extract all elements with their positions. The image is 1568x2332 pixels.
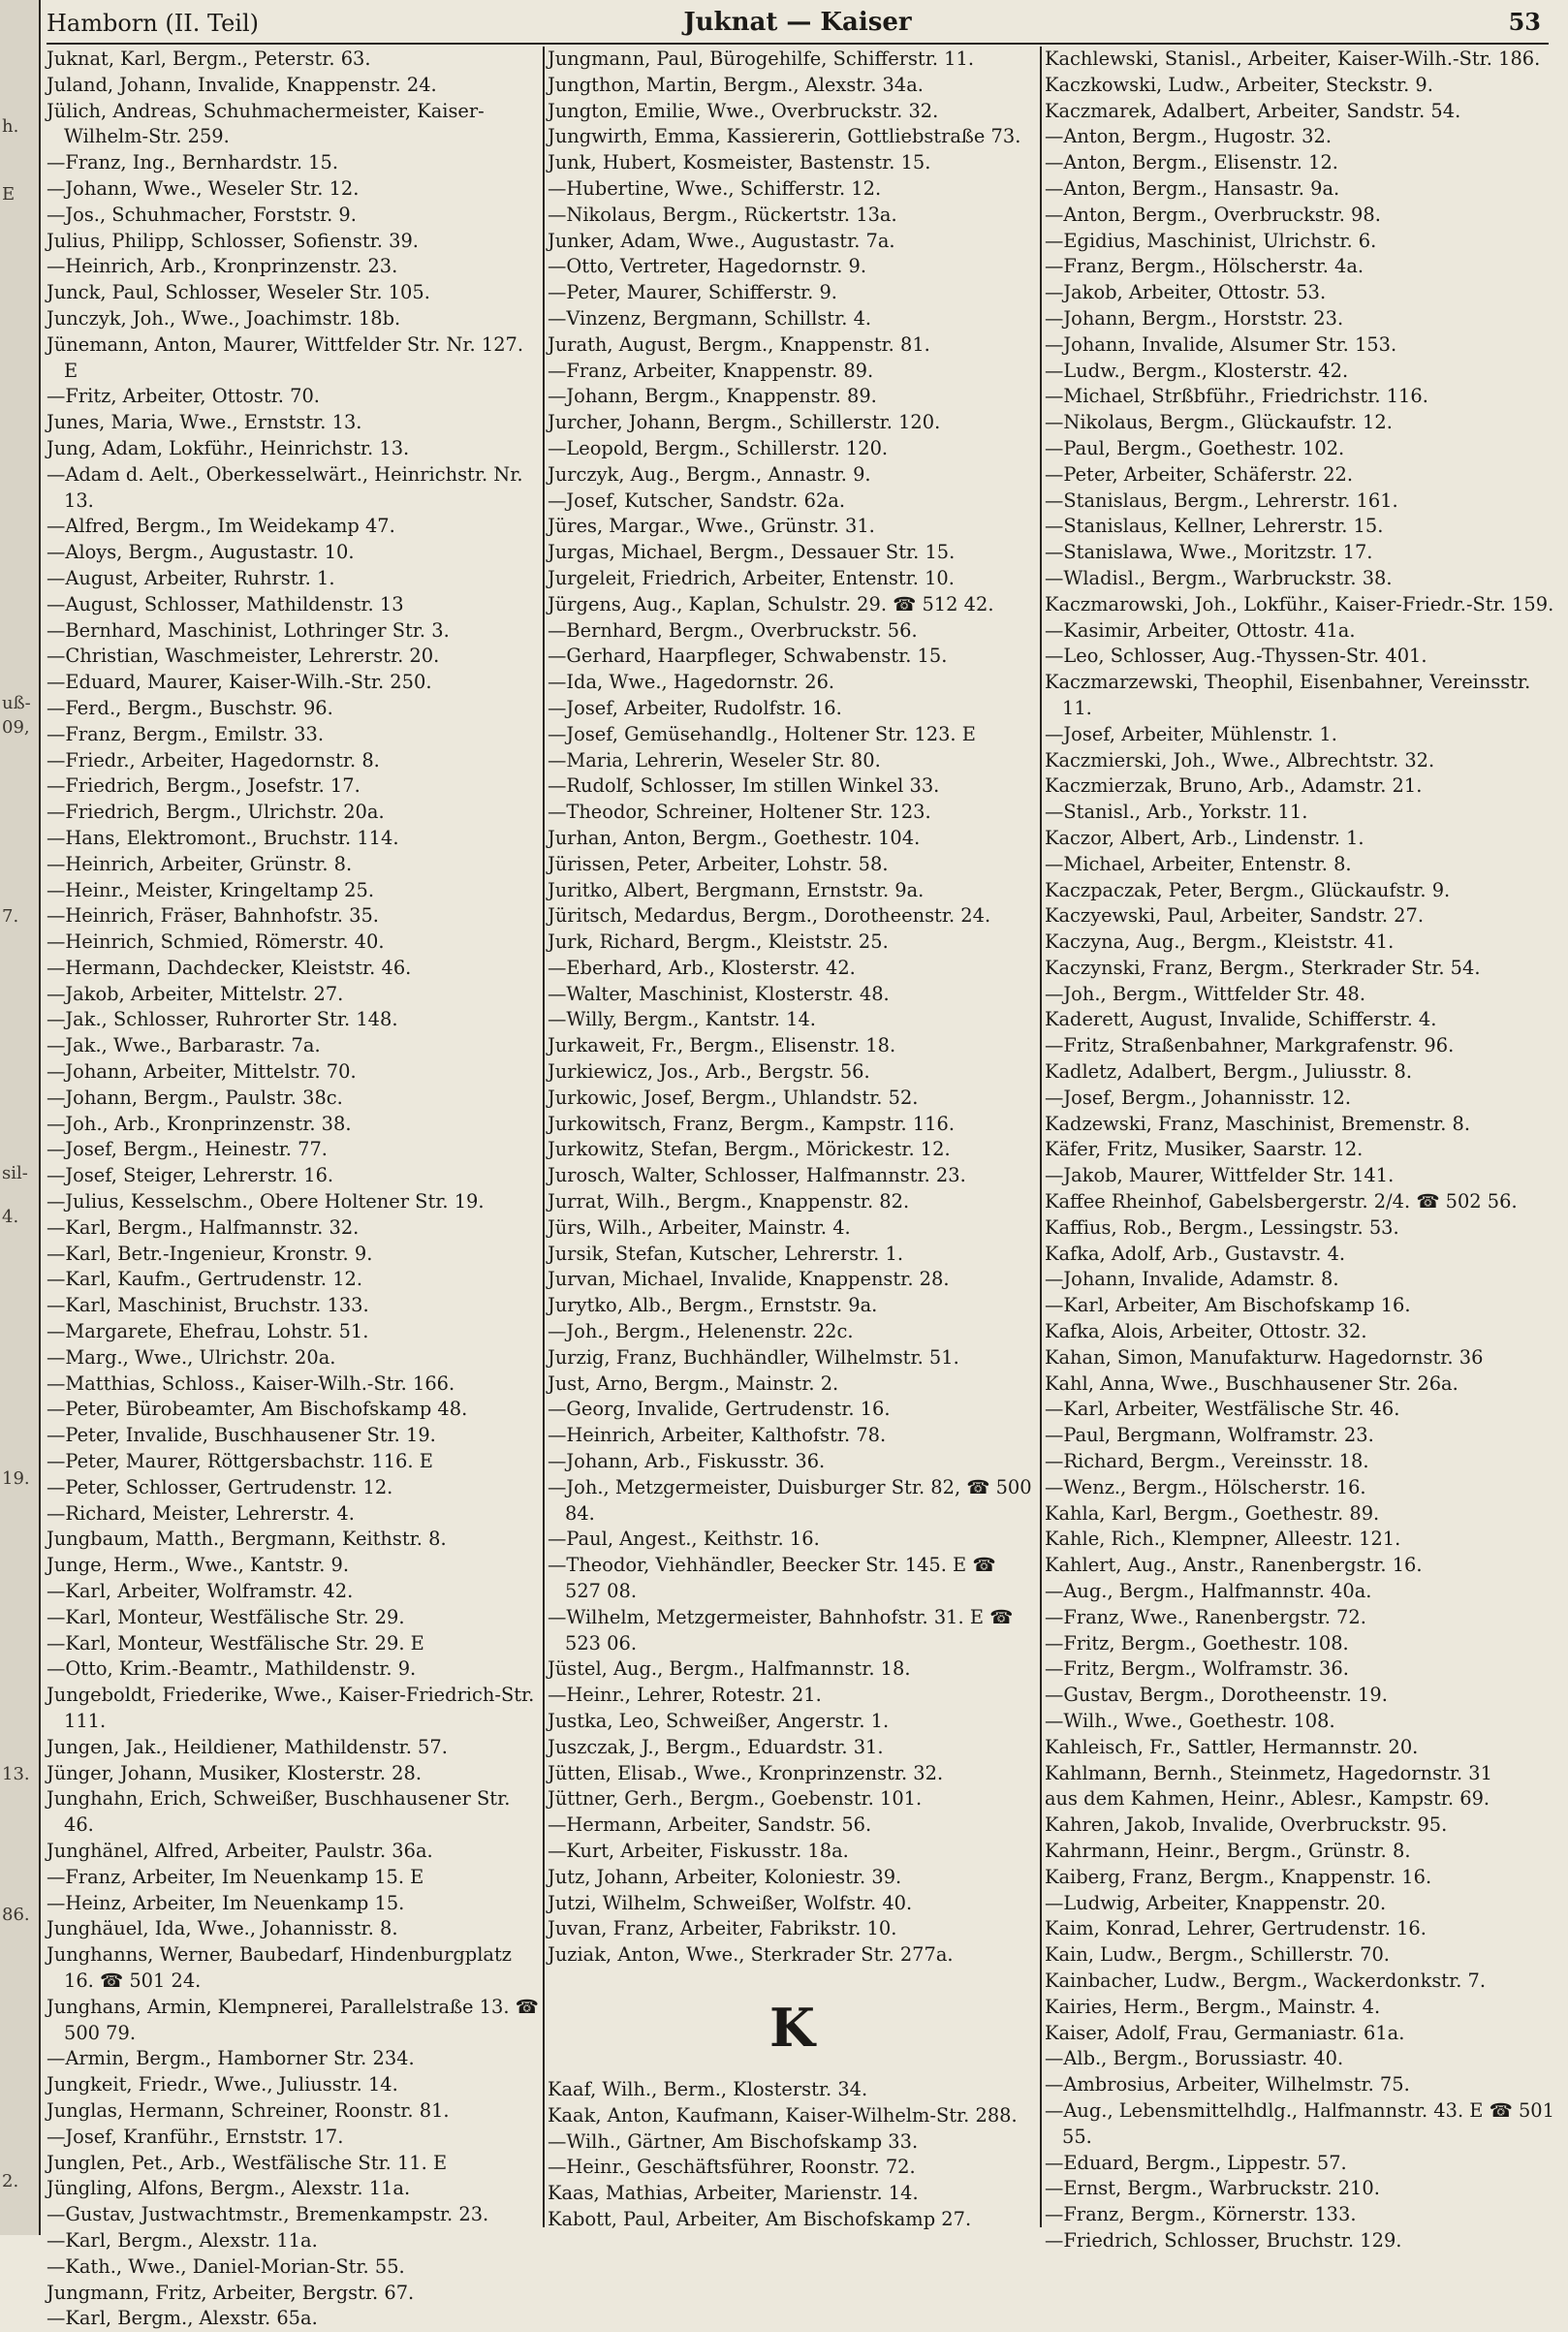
directory-entry: —Ludwig, Arbeiter, Knappenstr. 20. [1045, 1891, 1387, 1914]
directory-entry: —Paul, Angest., Keithstr. 16. [548, 1528, 820, 1551]
directory-entry: —Karl, Kaufm., Gertrudenstr. 12. [47, 1268, 363, 1291]
directory-entry: Jurkowitz, Stefan, Bergm., Mörickestr. 12. [548, 1138, 951, 1161]
directory-entry: —Adam d. Aelt., Oberkesselwärt., Heinrichstr. Nr. 13. [47, 462, 523, 512]
directory-entry: Jüritsch, Medardus, Bergm., Dorotheenstr. 24. [548, 904, 991, 928]
directory-entry: Jurkowic, Josef, Bergm., Uhlandstr. 52. [548, 1086, 919, 1109]
directory-entry: —Heinrich, Arb., Kronprinzenstr. 23. [47, 255, 398, 278]
directory-entry: —Franz, Arbeiter, Im Neuenkamp 15. E [47, 1865, 424, 1888]
directory-entry: —Friedrich, Schlosser, Bruchstr. 129. [1045, 2228, 1402, 2252]
directory-entry: —Josef, Gemüsehandlg., Holtener Str. 123. E [548, 722, 976, 745]
directory-entry: Jünger, Johann, Musiker, Klosterstr. 28. [47, 1761, 422, 1784]
directory-entry: Julius, Philipp, Schlosser, Sofienstr. 39. [47, 229, 419, 252]
directory-entry: —Stanisl., Arb., Yorkstr. 11. [1045, 801, 1308, 824]
directory-entry: —Hermann, Arbeiter, Sandstr. 56. [548, 1813, 872, 1837]
directory-entry: Kain, Ludw., Bergm., Schillerstr. 70. [1045, 1943, 1390, 1967]
directory-entry: Kaczmierski, Joh., Wwe., Albrechtstr. 32. [1045, 748, 1435, 772]
directory-entry: Kaczyna, Aug., Bergm., Kleiststr. 41. [1045, 930, 1395, 954]
directory-entry: Juvan, Franz, Arbeiter, Fabrikstr. 10. [548, 1917, 897, 1940]
directory-entry: —Peter, Maurer, Röttgersbachstr. 116. E [47, 1450, 433, 1473]
directory-entry: Junghanns, Werner, Baubedarf, Hindenburgplatz 16. ☎ 501 24. [47, 1943, 512, 1992]
margin-mark: 19. [2, 1468, 30, 1489]
directory-entry: —Nikolaus, Bergm., Glückaufstr. 12. [1045, 411, 1393, 434]
directory-entry: —Alb., Bergm., Borussiastr. 40. [1045, 2047, 1344, 2070]
directory-entry: —Kurt, Arbeiter, Fiskusstr. 18a. [548, 1839, 849, 1862]
directory-entry: Kaczmierzak, Bruno, Arb., Adamstr. 21. [1045, 774, 1423, 798]
directory-entry: —Heinrich, Schmied, Römerstr. 40. [47, 930, 385, 954]
directory-entry: —Karl, Arbeiter, Am Bischofskamp 16. [1045, 1294, 1411, 1317]
directory-entry: —Joh., Arb., Kronprinzenstr. 38. [47, 1112, 352, 1135]
margin-mark: E [2, 184, 16, 205]
directory-entry: Kabott, Paul, Arbeiter, Am Bischofskamp 27. [548, 2207, 972, 2230]
directory-entry: Jursik, Stefan, Kutscher, Lehrerstr. 1. [548, 1242, 904, 1265]
directory-entry: —Karl, Maschinist, Bruchstr. 133. [47, 1294, 369, 1317]
directory-entry: —Joh., Bergm., Wittfelder Str. 48. [1045, 982, 1366, 1005]
directory-entry: —Heinz, Arbeiter, Im Neuenkamp 15. [47, 1891, 405, 1914]
margin-mark: sil- [2, 1163, 28, 1183]
directory-entry: —Gustav, Justwachtmstr., Bremenkampstr. 23. [47, 2203, 489, 2226]
margin-mark: 86. [2, 1905, 30, 1925]
directory-entry: Kafka, Alois, Arbeiter, Ottostr. 32. [1045, 1320, 1367, 1343]
directory-entry: —Marg., Wwe., Ulrichstr. 20a. [47, 1345, 336, 1369]
directory-entry: —Walter, Maschinist, Klosterstr. 48. [548, 982, 890, 1005]
directory-entry: —Fritz, Bergm., Wolframstr. 36. [1045, 1657, 1349, 1681]
directory-entry: Kachlewski, Stanisl., Arbeiter, Kaiser-Wilh.-Str. 186. [1045, 47, 1541, 70]
directory-entry: Jurvan, Michael, Invalide, Knappenstr. 28. [548, 1268, 950, 1291]
directory-entry: —Rudolf, Schlosser, Im stillen Winkel 33. [548, 774, 940, 798]
directory-entry: —Ferd., Bergm., Buschstr. 96. [47, 696, 333, 719]
directory-entry: —Paul, Bergm., Goethestr. 102. [1045, 436, 1345, 459]
directory-entry: Kainbacher, Ludw., Bergm., Wackerdonkstr. 7. [1045, 1969, 1487, 1992]
directory-entry: Juritko, Albert, Bergmann, Ernststr. 9a. [548, 878, 925, 901]
directory-entry: —Richard, Bergm., Vereinsstr. 18. [1045, 1450, 1369, 1473]
directory-entry: Junczyk, Joh., Wwe., Joachimstr. 18b. [47, 306, 401, 330]
directory-entry: Kaffee Rheinhof, Gabelsbergerstr. 2/4. ☎ 502 56. [1045, 1190, 1518, 1213]
header-district: Hamborn (II. Teil) [47, 10, 260, 37]
directory-entry: Kahan, Simon, Manufakturw. Hagedornstr. 36 [1045, 1345, 1484, 1369]
directory-entry: —Kath., Wwe., Daniel-Morian-Str. 55. [47, 2254, 405, 2278]
directory-entry: Kafka, Adolf, Arb., Gustavstr. 4. [1045, 1242, 1346, 1265]
directory-entry: aus dem Kahmen, Heinr., Ablesr., Kampstr. 69. [1045, 1787, 1490, 1811]
directory-entry: Jungthon, Martin, Bergm., Alexstr. 34a. [548, 73, 924, 96]
directory-entry: Jurhan, Anton, Bergm., Goethestr. 104. [548, 826, 921, 849]
directory-entry: —Margarete, Ehefrau, Lohstr. 51. [47, 1320, 369, 1343]
directory-entry: —Wladisl., Bergm., Warbruckstr. 38. [1045, 566, 1393, 589]
directory-entry: Kahrmann, Heinr., Bergm., Grünstr. 8. [1045, 1839, 1411, 1862]
directory-entry: Justka, Leo, Schweißer, Angerstr. 1. [548, 1710, 890, 1732]
directory-entry: —Fritz, Bergm., Goethestr. 108. [1045, 1631, 1349, 1654]
directory-entry: —Joh., Bergm., Helenenstr. 22c. [548, 1320, 854, 1343]
directory-entry: —Stanislawa, Wwe., Moritzstr. 17. [1045, 541, 1373, 564]
directory-entry: Junglen, Pet., Arb., Westfälische Str. 11. E [47, 2151, 448, 2174]
page-number: 53 [1508, 8, 1541, 36]
margin-mark: 4. [2, 1207, 19, 1227]
directory-entry: —Michael, Strßbführ., Friedrichstr. 116. [1045, 385, 1428, 408]
directory-entry: —Johann, Invalide, Adamstr. 8. [1045, 1268, 1339, 1291]
margin-mark: h. [2, 116, 19, 137]
directory-entry: —Karl, Bergm., Alexstr. 65a. [47, 2307, 318, 2330]
directory-entry: —Anton, Bergm., Elisenstr. 12. [1045, 151, 1338, 174]
directory-entry: —August, Schlosser, Mathildenstr. 13 [47, 592, 404, 615]
directory-entry: —Richard, Meister, Lehrerstr. 4. [47, 1501, 355, 1525]
directory-entry: Junglas, Hermann, Schreiner, Roonstr. 81. [47, 2098, 450, 2122]
directory-entry: Jürissen, Peter, Arbeiter, Lohstr. 58. [548, 852, 889, 875]
directory-entry: —Ernst, Bergm., Warbruckstr. 210. [1045, 2177, 1380, 2200]
directory-entry: Jürgens, Aug., Kaplan, Schulstr. 29. ☎ 512 42. [548, 592, 994, 615]
directory-entry: —Nikolaus, Bergm., Rückertstr. 13a. [548, 203, 897, 226]
directory-entry: —Paul, Bergmann, Wolframstr. 23. [1045, 1424, 1374, 1447]
directory-entry: Junghänel, Alfred, Arbeiter, Paulstr. 36a. [47, 1839, 433, 1862]
directory-entry: Jurkowitsch, Franz, Bergm., Kampstr. 116. [548, 1112, 956, 1135]
directory-entry: Kaderett, August, Invalide, Schifferstr. 4. [1045, 1008, 1437, 1031]
directory-entry: —Otto, Vertreter, Hagedornstr. 9. [548, 255, 867, 278]
previous-page-margin [0, 0, 41, 2235]
directory-entry: —Heinrich, Fräser, Bahnhofstr. 35. [47, 904, 379, 928]
directory-entry: —Julius, Kesselschm., Obere Holtener Str. 19. [47, 1190, 485, 1213]
directory-entry: —Leopold, Bergm., Schillerstr. 120. [548, 436, 889, 459]
directory-entry: —Anton, Bergm., Hugostr. 32. [1045, 125, 1332, 148]
directory-entry: —Fritz, Arbeiter, Ottostr. 70. [47, 385, 320, 408]
directory-entry: —Heinrich, Arbeiter, Grünstr. 8. [47, 852, 353, 875]
directory-entry: —Michael, Arbeiter, Entenstr. 8. [1045, 852, 1352, 875]
directory-entry: Jurosch, Walter, Schlosser, Halfmannstr. 23. [548, 1164, 966, 1187]
directory-entry: —Stanislaus, Kellner, Lehrerstr. 15. [1045, 515, 1384, 538]
directory-entry: —Otto, Krim.-Beamtr., Mathildenstr. 9. [47, 1657, 417, 1681]
directory-entry: Jungmann, Fritz, Arbeiter, Bergstr. 67. [47, 2281, 415, 2304]
directory-entry: —Peter, Maurer, Schifferstr. 9. [548, 281, 837, 304]
directory-entry: —Karl, Arbeiter, Westfälische Str. 46. [1045, 1398, 1400, 1421]
directory-entry: Junghahn, Erich, Schweißer, Buschhausener Str. 46. [47, 1787, 511, 1837]
directory-entry: —Josef, Steiger, Lehrerstr. 16. [47, 1164, 334, 1187]
directory-entry: —Johann, Arb., Fiskusstr. 36. [548, 1450, 826, 1473]
directory-entry: Jurrat, Wilh., Bergm., Knappenstr. 82. [548, 1190, 910, 1213]
directory-entry: —Josef, Kranführ., Ernststr. 17. [47, 2125, 344, 2148]
directory-entry: —Josef, Bergm., Johannisstr. 12. [1045, 1086, 1352, 1109]
directory-entry: —Wilh., Wwe., Goethestr. 108. [1045, 1710, 1335, 1732]
directory-entry: Junghäuel, Ida, Wwe., Johannisstr. 8. [47, 1917, 398, 1940]
directory-entry: —Christian, Waschmeister, Lehrerstr. 20. [47, 645, 440, 668]
directory-entry: Kaczmarzewski, Theophil, Eisenbahner, Vereinsstr. 11. [1045, 671, 1531, 719]
directory-entry: —Kasimir, Arbeiter, Ottostr. 41a. [1045, 618, 1356, 642]
directory-entry: Kaczmarowski, Joh., Lokführ., Kaiser-Friedr.-Str. 159. [1045, 592, 1554, 615]
directory-entry: —Wilhelm, Metzgermeister, Bahnhofstr. 31. E ☎ 523 06. [548, 1605, 1014, 1654]
directory-entry: —Theodor, Viehhändler, Beecker Str. 145. E ☎ 527 08. [548, 1554, 996, 1603]
directory-entry: Jünemann, Anton, Maurer, Wittfelder Str. Nr. 127. E [47, 332, 524, 382]
directory-entry: —Karl, Monteur, Westfälische Str. 29. [47, 1605, 405, 1628]
directory-entry: —Ida, Wwe., Hagedornstr. 26. [548, 671, 835, 694]
directory-entry: Kadzewski, Franz, Maschinist, Bremenstr. 8. [1045, 1112, 1471, 1135]
directory-entry: —Wilh., Gärtner, Am Bischofskamp 33. [548, 2129, 919, 2153]
directory-entry: Junker, Adam, Wwe., Augustastr. 7a. [548, 229, 895, 252]
directory-entry: —Vinzenz, Bergmann, Schillstr. 4. [548, 306, 872, 330]
directory-entry: —Franz, Bergm., Hölscherstr. 4a. [1045, 255, 1364, 278]
directory-entry: —Anton, Bergm., Overbruckstr. 98. [1045, 203, 1381, 226]
directory-entry: Käfer, Fritz, Musiker, Saarstr. 12. [1045, 1138, 1364, 1161]
directory-entry: —Karl, Betr.-Ingenieur, Kronstr. 9. [47, 1242, 373, 1265]
directory-entry: —Aug., Lebensmittelhdlg., Halfmannstr. 43. E ☎ 501 55. [1045, 2098, 1554, 2148]
directory-entry: Juknat, Karl, Bergm., Peterstr. 63. [47, 47, 371, 70]
directory-entry: —Bernhard, Maschinist, Lothringer Str. 3. [47, 618, 450, 642]
directory-entry: Jungmann, Paul, Bürogehilfe, Schifferstr. 11. [548, 47, 975, 70]
directory-entry: —Peter, Arbeiter, Schäferstr. 22. [1045, 462, 1354, 486]
section-letter: K [769, 1996, 815, 2059]
directory-entry: Juziak, Anton, Wwe., Sterkrader Str. 277a. [548, 1943, 954, 1967]
directory-entry: Jutz, Johann, Arbeiter, Koloniestr. 39. [548, 1865, 902, 1888]
directory-entry: —Friedrich, Bergm., Josefstr. 17. [47, 774, 361, 798]
margin-mark: 2. [2, 2171, 19, 2191]
directory-entry: —Eduard, Bergm., Lippestr. 57. [1045, 2151, 1347, 2174]
directory-entry: Jurath, August, Bergm., Knappenstr. 81. [548, 332, 930, 356]
directory-entry: —Eduard, Maurer, Kaiser-Wilh.-Str. 250. [47, 671, 432, 694]
directory-entry: —Franz, Ing., Bernhardstr. 15. [47, 151, 339, 174]
directory-entry: —Johann, Bergm., Horststr. 23. [1045, 306, 1344, 330]
directory-entry: —Karl, Bergm., Halfmannstr. 32. [47, 1215, 360, 1239]
directory-entry: Kahle, Rich., Klempner, Alleestr. 121. [1045, 1528, 1401, 1551]
directory-entry: —Johann, Arbeiter, Mittelstr. 70. [47, 1060, 357, 1084]
directory-entry: —Hubertine, Wwe., Schifferstr. 12. [548, 176, 882, 200]
directory-entry: —Ludw., Bergm., Klosterstr. 42. [1045, 359, 1349, 382]
directory-entry: —Willy, Bergm., Kantstr. 14. [548, 1008, 816, 1031]
directory-entry: Junes, Maria, Wwe., Ernststr. 13. [47, 411, 362, 434]
directory-entry: —Johann, Bergm., Paulstr. 38c. [47, 1086, 343, 1109]
directory-entry: —Georg, Invalide, Gertrudenstr. 16. [548, 1398, 891, 1421]
directory-entry: Junghans, Armin, Klempnerei, Parallelstraße 13. ☎ 500 79. [47, 1995, 539, 2044]
directory-entry: —Stanislaus, Bergm., Lehrerstr. 161. [1045, 488, 1398, 512]
directory-entry: Jurkiewicz, Jos., Arb., Bergstr. 56. [548, 1060, 870, 1084]
directory-entry: —Theodor, Schreiner, Holtener Str. 123. [548, 801, 931, 824]
directory-entry: —Aloys, Bergm., Augustastr. 10. [47, 541, 355, 564]
directory-entry: Jütten, Elisab., Wwe., Kronprinzenstr. 32. [548, 1761, 944, 1784]
directory-entry: —Fritz, Straßenbahner, Markgrafenstr. 96. [1045, 1034, 1455, 1057]
directory-entry: Kaczkowski, Ludw., Arbeiter, Steckstr. 9. [1045, 73, 1433, 96]
directory-entry: —Jak., Wwe., Barbarastr. 7a. [47, 1034, 321, 1057]
column-3 [1045, 47, 1558, 2252]
directory-entry: —Karl, Arbeiter, Wolframstr. 42. [47, 1580, 354, 1603]
header-name-range: Juknat — Kaiser [683, 8, 912, 37]
directory-entry: —Johann, Bergm., Knappenstr. 89. [548, 385, 877, 408]
directory-entry: —Alfred, Bergm., Im Weidekamp 47. [47, 515, 395, 538]
directory-entry: —Anton, Bergm., Hansastr. 9a. [1045, 176, 1340, 200]
directory-entry: Jung, Adam, Lokführ., Heinrichstr. 13. [47, 436, 410, 459]
directory-entry: —Bernhard, Bergm., Overbruckstr. 56. [548, 618, 918, 642]
directory-entry: —Aug., Bergm., Halfmannstr. 40a. [1045, 1580, 1372, 1603]
directory-entry: Kaaf, Wilh., Berm., Klosterstr. 34. [548, 2077, 868, 2100]
directory-entry: Kahl, Anna, Wwe., Buschhausener Str. 26a. [1045, 1371, 1458, 1395]
directory-entry: —Jakob, Arbeiter, Mittelstr. 27. [47, 982, 344, 1005]
directory-entry: —Hans, Elektromont., Bruchstr. 114. [47, 826, 399, 849]
directory-entry: Jurczyk, Aug., Bergm., Annastr. 9. [548, 462, 871, 486]
directory-entry: —Franz, Bergm., Emilstr. 33. [47, 722, 324, 745]
directory-entry: —Hermann, Dachdecker, Kleiststr. 46. [47, 956, 412, 979]
directory-entry: —Heinrich, Arbeiter, Kalthofstr. 78. [548, 1424, 887, 1447]
directory-entry: —Leo, Schlosser, Aug.-Thyssen-Str. 401. [1045, 645, 1427, 668]
directory-entry: —Franz, Wwe., Ranenbergstr. 72. [1045, 1605, 1366, 1628]
directory-entry: Jurgeleit, Friedrich, Arbeiter, Entenstr. 10. [548, 566, 955, 589]
column-2 [548, 47, 1037, 2230]
directory-entry: Kahleisch, Fr., Sattler, Hermannstr. 20. [1045, 1735, 1419, 1758]
directory-entry: Jüres, Margar., Wwe., Grünstr. 31. [548, 515, 875, 538]
directory-entry: Kahlert, Aug., Anstr., Ranenbergstr. 16. [1045, 1554, 1423, 1577]
directory-entry: Jungwirth, Emma, Kassiererin, Gottliebstraße 73. [548, 125, 1021, 148]
directory-entry: Juszczak, J., Bergm., Eduardstr. 31. [548, 1735, 884, 1758]
directory-entry: Kahla, Karl, Bergm., Goethestr. 89. [1045, 1501, 1380, 1525]
directory-entry: Jürs, Wilh., Arbeiter, Mainstr. 4. [548, 1215, 851, 1239]
directory-entry: Jungeboldt, Friederike, Wwe., Kaiser-Friedrich-Str. 111. [47, 1684, 535, 1732]
directory-entry: —Maria, Lehrerin, Weseler Str. 80. [548, 748, 881, 772]
directory-entry: —Wenz., Bergm., Hölscherstr. 16. [1045, 1475, 1366, 1498]
directory-entry: —Karl, Monteur, Westfälische Str. 29. E [47, 1631, 424, 1654]
directory-entry: Jüngling, Alfons, Bergm., Alexstr. 11a. [47, 2177, 411, 2200]
directory-entry: Kaczyewski, Paul, Arbeiter, Sandstr. 27. [1045, 904, 1425, 928]
directory-entry: —Johann, Wwe., Weseler Str. 12. [47, 176, 360, 200]
directory-entry: Jurzig, Franz, Buchhändler, Wilhelmstr. 51. [548, 1345, 959, 1369]
directory-entry: —Jakob, Maurer, Wittfelder Str. 141. [1045, 1164, 1395, 1187]
directory-entry: Junk, Hubert, Kosmeister, Bastenstr. 15. [548, 151, 931, 174]
directory-entry: Kairies, Herm., Bergm., Mainstr. 4. [1045, 1995, 1381, 2018]
directory-entry: Just, Arno, Bergm., Mainstr. 2. [548, 1371, 839, 1395]
column-1 [47, 47, 541, 2330]
directory-entry: —Heinr., Lehrer, Rotestr. 21. [548, 1684, 822, 1707]
directory-entry: —Peter, Bürobeamter, Am Bischofskamp 48. [47, 1398, 468, 1421]
directory-entry: Jurk, Richard, Bergm., Kleiststr. 25. [548, 930, 889, 954]
directory-entry: Kaczor, Albert, Arb., Lindenstr. 1. [1045, 826, 1364, 849]
directory-entry: Kadletz, Adalbert, Bergm., Juliusstr. 8. [1045, 1060, 1413, 1084]
directory-entry: —August, Arbeiter, Ruhrstr. 1. [47, 566, 335, 589]
directory-entry: —Josef, Bergm., Heinestr. 77. [47, 1138, 328, 1161]
directory-entry: —Eberhard, Arb., Klosterstr. 42. [548, 956, 856, 979]
directory-entry: Jurcher, Johann, Bergm., Schillerstr. 120. [548, 411, 941, 434]
directory-entry: Kaas, Mathias, Arbeiter, Marienstr. 14. [548, 2182, 919, 2205]
directory-entry: —Friedr., Arbeiter, Hagedornstr. 8. [47, 748, 380, 772]
directory-entry: Kaczmarek, Adalbert, Arbeiter, Sandstr. 54. [1045, 99, 1461, 122]
directory-entry: Jüttner, Gerh., Bergm., Goebenstr. 101. [548, 1787, 923, 1811]
directory-entry: Jülich, Andreas, Schuhmachermeister, Kaiser-Wilhelm-Str. 259. [47, 99, 485, 148]
directory-entry: Junck, Paul, Schlosser, Weseler Str. 105. [47, 281, 430, 304]
directory-entry: Jurgas, Michael, Bergm., Dessauer Str. 15. [548, 541, 956, 564]
directory-entry: Juland, Johann, Invalide, Knappenstr. 24. [47, 73, 437, 96]
directory-entry: —Gerhard, Haarpfleger, Schwabenstr. 15. [548, 645, 948, 668]
directory-entry: —Heinr., Geschäftsführer, Roonstr. 72. [548, 2156, 916, 2179]
directory-entry: Kaczynski, Franz, Bergm., Sterkrader Str. 54. [1045, 956, 1481, 979]
directory-entry: Jutzi, Wilhelm, Schweißer, Wolfstr. 40. [548, 1891, 913, 1914]
directory-entry: Junge, Herm., Wwe., Kantstr. 9. [47, 1554, 350, 1577]
directory-entry: —Josef, Arbeiter, Mühlenstr. 1. [1045, 722, 1337, 745]
directory-entry: —Gustav, Bergm., Dorotheenstr. 19. [1045, 1684, 1388, 1707]
page-header [47, 6, 1549, 45]
directory-entry: Jurytko, Alb., Bergm., Ernststr. 9a. [548, 1294, 878, 1317]
directory-entry: Jungen, Jak., Heildiener, Mathildenstr. 57. [47, 1735, 448, 1758]
directory-entry: —Armin, Bergm., Hamborner Str. 234. [47, 2047, 415, 2070]
directory-entry: Kaczpaczak, Peter, Bergm., Glückaufstr. 9. [1045, 878, 1451, 901]
column-divider [543, 47, 545, 2227]
margin-mark: uß- [2, 693, 31, 713]
directory-entry: Kaiberg, Franz, Bergm., Knappenstr. 16. [1045, 1865, 1432, 1888]
directory-entry: Jungkeit, Friedr., Wwe., Juliusstr. 14. [47, 2073, 398, 2096]
directory-entry: —Jakob, Arbeiter, Ottostr. 53. [1045, 281, 1327, 304]
directory-entry: —Jak., Schlosser, Ruhrorter Str. 148. [47, 1008, 398, 1031]
margin-mark: 13. [2, 1764, 30, 1784]
directory-entry: Kaim, Konrad, Lehrer, Gertrudenstr. 16. [1045, 1917, 1427, 1940]
directory-entry: —Johann, Invalide, Alsumer Str. 153. [1045, 332, 1397, 356]
directory-entry: —Franz, Bergm., Körnerstr. 133. [1045, 2203, 1357, 2226]
directory-entry: —Josef, Arbeiter, Rudolfstr. 16. [548, 696, 842, 719]
directory-entry: —Josef, Kutscher, Sandstr. 62a. [548, 488, 846, 512]
directory-entry: Jüstel, Aug., Bergm., Halfmannstr. 18. [548, 1657, 911, 1681]
directory-entry: —Matthias, Schloss., Kaiser-Wilh.-Str. 166. [47, 1371, 455, 1395]
directory-entry: —Ambrosius, Arbeiter, Wilhelmstr. 75. [1045, 2073, 1410, 2096]
directory-entry: Kaffius, Rob., Bergm., Lessingstr. 53. [1045, 1215, 1399, 1239]
directory-entry: —Heinr., Meister, Kringeltamp 25. [47, 878, 374, 901]
directory-entry: Jungbaum, Matth., Bergmann, Keithstr. 8. [47, 1528, 447, 1551]
directory-entry: —Friedrich, Bergm., Ulrichstr. 20a. [47, 801, 385, 824]
directory-entry: —Joh., Metzgermeister, Duisburger Str. 82, ☎ 500 84. [548, 1475, 1032, 1525]
margin-mark: 7. [2, 906, 19, 927]
directory-entry: Kahlmann, Bernh., Steinmetz, Hagedornstr. 31 [1045, 1761, 1492, 1784]
directory-entry: —Peter, Schlosser, Gertrudenstr. 12. [47, 1475, 393, 1498]
directory-entry: —Egidius, Maschinist, Ulrichstr. 6. [1045, 229, 1377, 252]
directory-entry: Kaiser, Adolf, Frau, Germaniastr. 61a. [1045, 2021, 1405, 2044]
column-divider [1040, 47, 1042, 2227]
directory-entry: —Peter, Invalide, Buschhausener Str. 19. [47, 1424, 436, 1447]
directory-entry: —Franz, Arbeiter, Knappenstr. 89. [548, 359, 874, 382]
directory-entry: Kaak, Anton, Kaufmann, Kaiser-Wilhelm-Str. 288. [548, 2103, 1018, 2127]
directory-entry: Kahren, Jakob, Invalide, Overbruckstr. 95. [1045, 1813, 1448, 1837]
margin-mark: 09, [2, 717, 30, 738]
directory-entry: Jungton, Emilie, Wwe., Overbruckstr. 32. [548, 99, 939, 122]
directory-entry: —Karl, Bergm., Alexstr. 11a. [47, 2228, 318, 2252]
directory-entry: Jurkaweit, Fr., Bergm., Elisenstr. 18. [548, 1034, 896, 1057]
directory-entry: —Jos., Schuhmacher, Forststr. 9. [47, 203, 357, 226]
